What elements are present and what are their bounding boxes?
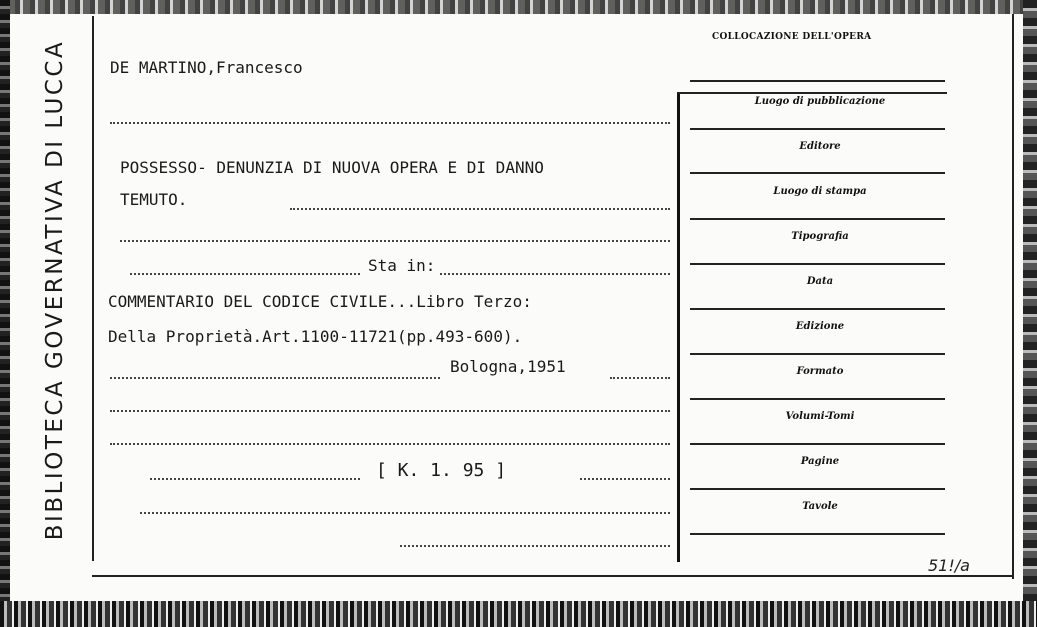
card-bottom-edge	[0, 601, 1037, 627]
card-frame-right	[1012, 14, 1014, 579]
rule-line	[150, 478, 360, 480]
collocation-rule	[690, 128, 945, 130]
field-volumi-tomi: Volumi-Tomi	[785, 411, 855, 422]
rule-line	[130, 273, 360, 275]
source-line-2: Della Proprietà.Art.1100-11721(pp.493-600).	[108, 327, 523, 346]
field-data: Data	[806, 276, 834, 287]
field-edizione: Edizione	[795, 321, 845, 332]
sta-in-label: Sta in:	[368, 256, 436, 275]
rule-line	[610, 377, 670, 379]
field-luogo-pubblicazione: Luogo di pubblicazione	[754, 96, 886, 107]
rule-line	[110, 122, 670, 124]
collocation-rule	[690, 172, 945, 174]
rule-line	[110, 410, 670, 412]
field-luogo-stampa: Luogo di stampa	[773, 186, 867, 197]
collocation-header: COLLOCAZIONE DELL'OPERA	[712, 32, 872, 42]
title-line-2: TEMUTO.	[120, 190, 188, 209]
place-year: Bologna,1951	[450, 357, 566, 376]
shelfmark: [ K. 1. 95 ]	[376, 460, 507, 481]
field-pagine: Pagine	[800, 456, 840, 467]
rule-line	[110, 443, 670, 445]
field-formato: Formato	[796, 366, 844, 377]
field-editore: Editore	[799, 141, 841, 152]
collocation-rule	[690, 533, 945, 535]
card-frame-bottom	[92, 575, 1012, 577]
card-right-edge	[1023, 0, 1037, 627]
rule-line	[440, 273, 670, 275]
collocation-rule	[690, 263, 945, 265]
collocation-rule	[690, 308, 945, 310]
author-name: DE MARTINO,Francesco	[110, 58, 303, 77]
source-line-1: COMMENTARIO DEL CODICE CIVILE...Libro Terzo:	[108, 292, 532, 311]
rule-line	[400, 545, 670, 547]
collocation-rule	[690, 398, 945, 400]
collocation-rule	[690, 353, 945, 355]
card-frame-left	[92, 16, 94, 561]
title-line-1: POSSESSO- DENUNZIA DI NUOVA OPERA E DI DANNO	[120, 158, 544, 177]
card-top-edge	[0, 0, 1037, 14]
rule-line	[120, 240, 670, 242]
rule-line	[110, 377, 440, 379]
field-tavole: Tavole	[802, 501, 838, 512]
card-left-edge	[0, 0, 10, 627]
library-stamp: BIBLIOTECA GOVERNATIVA DI LUCCA	[42, 39, 68, 541]
collocation-rule	[690, 443, 945, 445]
collocation-rule	[690, 488, 945, 490]
corner-handwritten-number: 51!/a	[928, 556, 970, 575]
rule-line	[290, 208, 670, 210]
collocation-rule	[677, 92, 947, 94]
rule-line	[580, 478, 670, 480]
field-tipografia: Tipografia	[791, 231, 849, 242]
rule-line	[140, 512, 670, 514]
collocation-rule	[690, 80, 945, 82]
collocation-rule	[690, 218, 945, 220]
collocation-box-divider	[677, 92, 680, 562]
